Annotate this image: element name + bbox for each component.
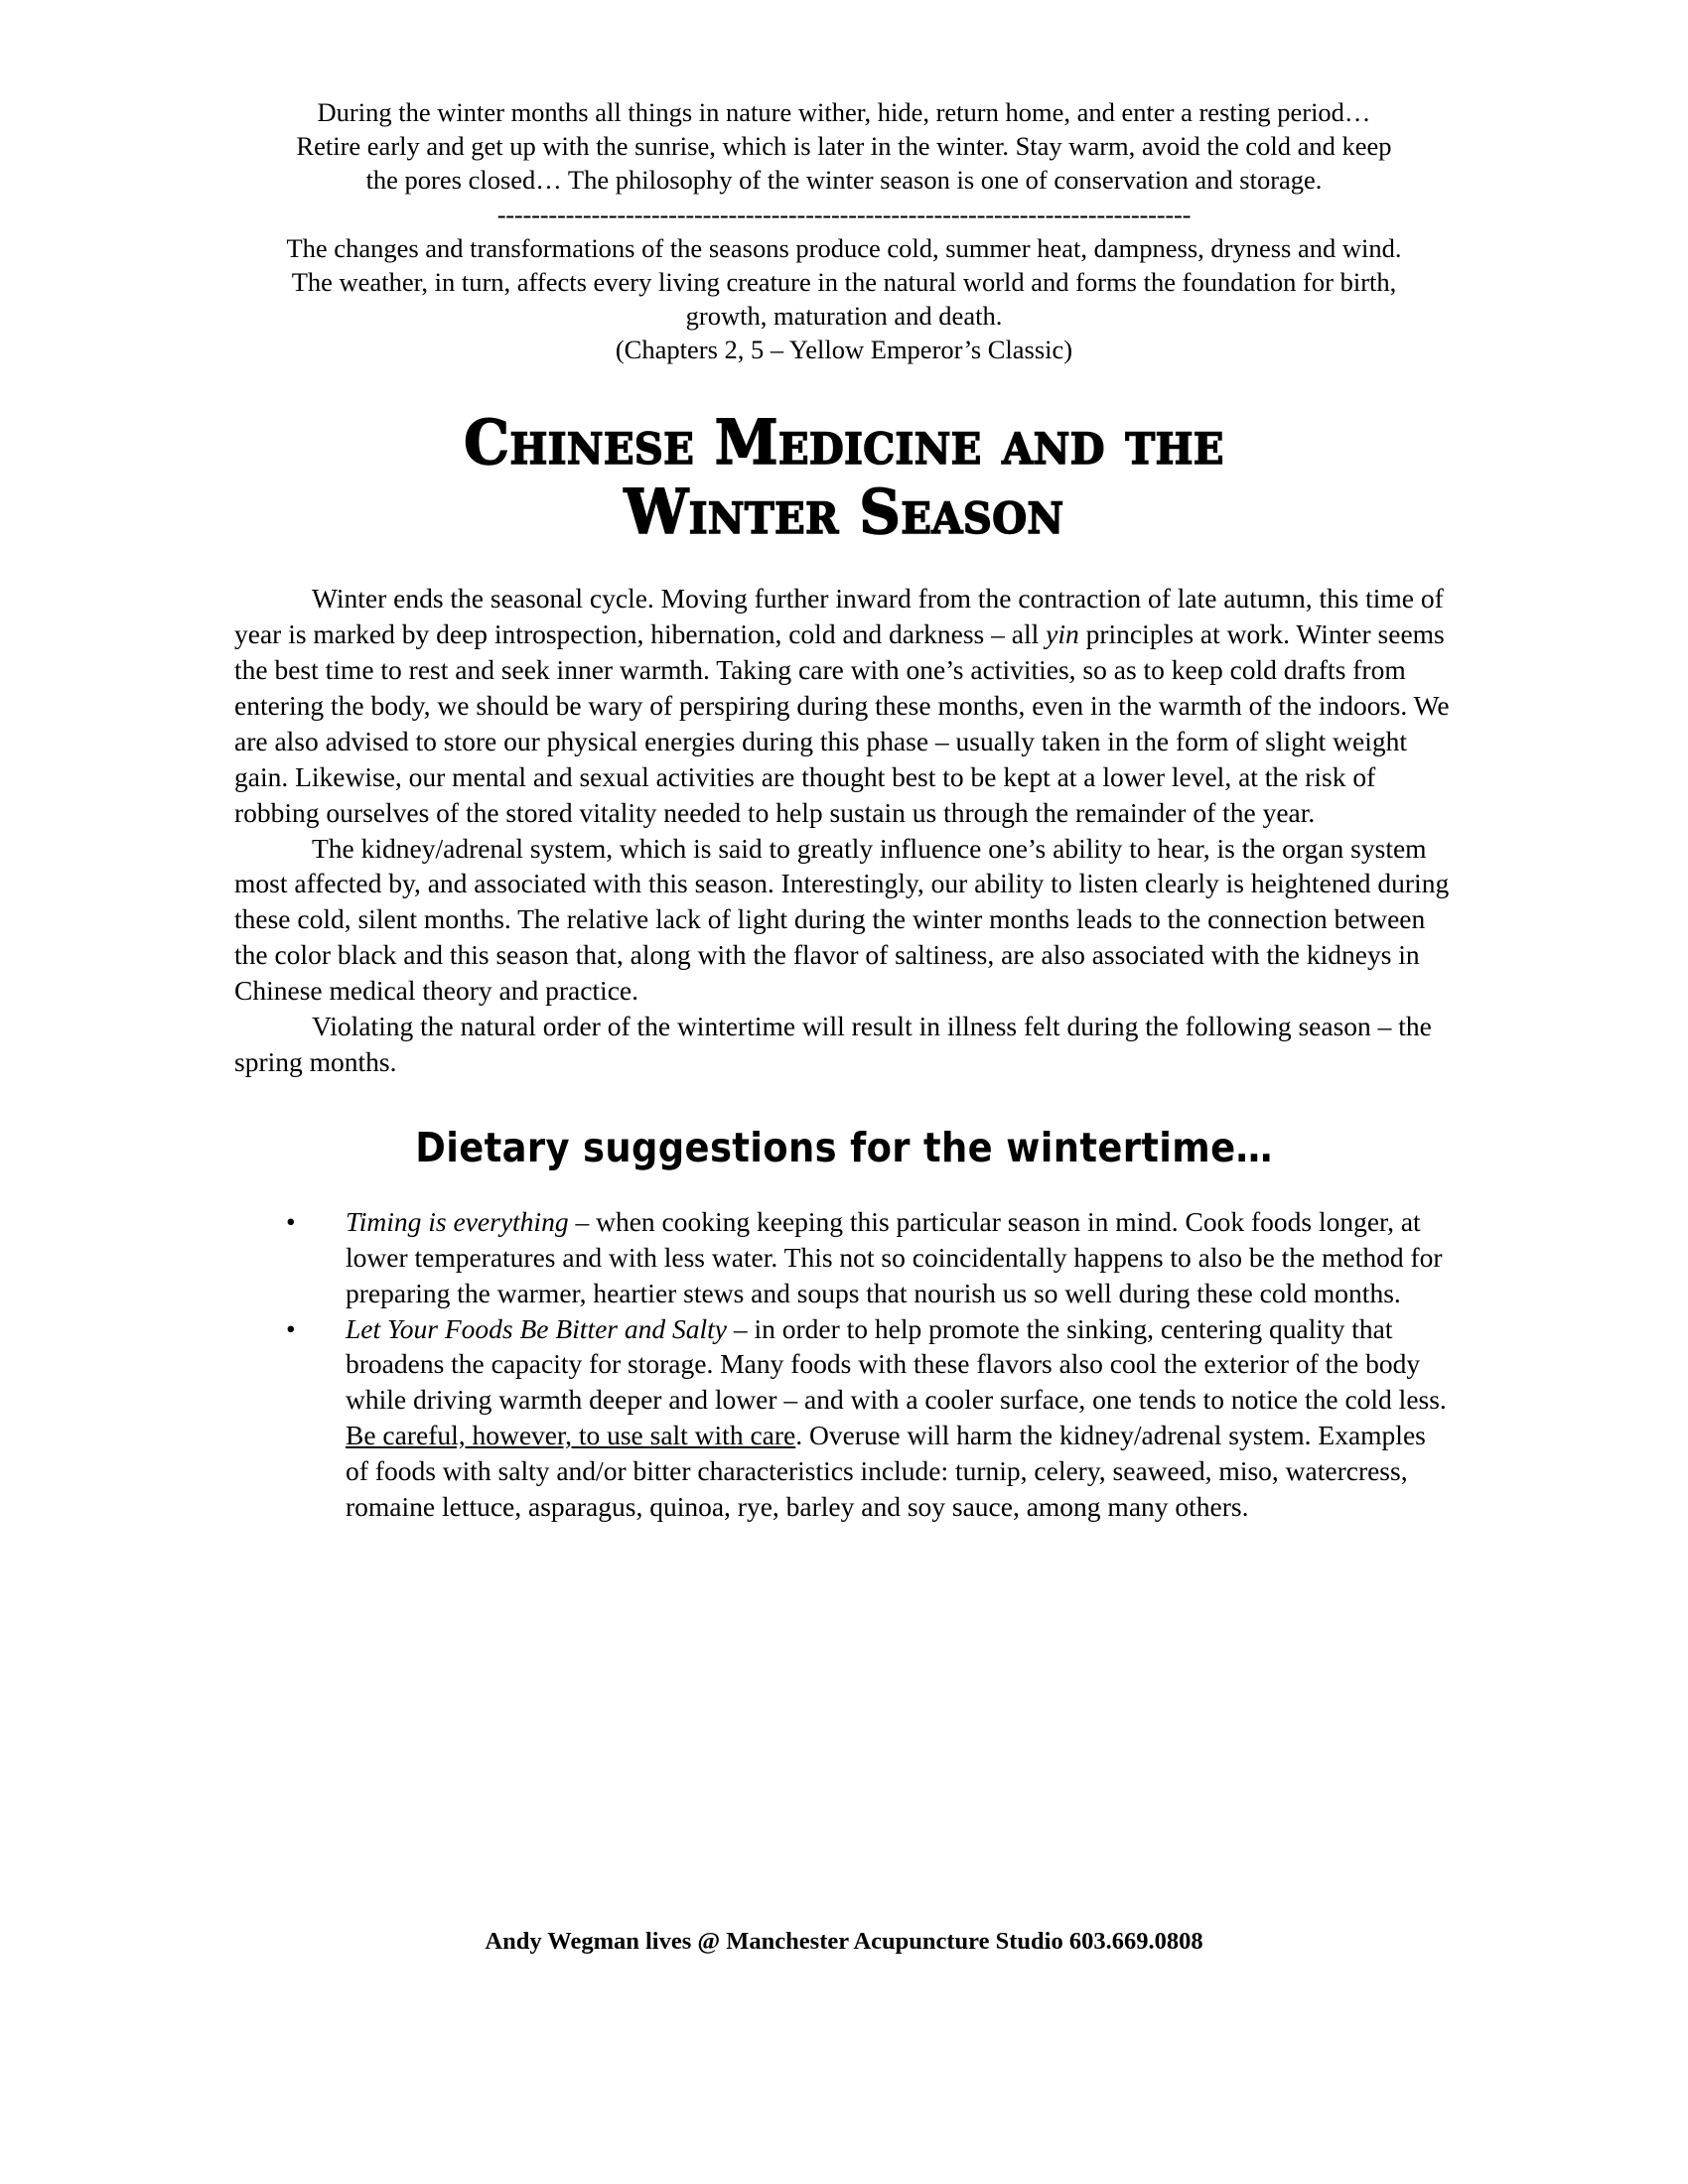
list-item-lead: Timing is everything [346, 1205, 569, 1237]
epigraph-line: Retire early and get up with the sunrise, which is later in the winter. Stay warm, avoid the cold and keep [296, 131, 1392, 162]
paragraph-one-part-a: Winter ends the seasonal cycle. Moving further inward from the contraction of late autumn, this time of year is marked by deep introspection, hibernation, cold and darkness – all [234, 583, 1444, 650]
epigraph-line: The changes and transformations of the seasons produce cold, summer heat, dampness, dryness and wind. [286, 232, 1402, 263]
list-item-text: – when cooking keeping this particular season in mind. Cook foods longer, at lower temperatures and with less water. This not so coincidentally happens to also be the method for preparing the warmer, heartier stews and soups that nourish us so well during these cold months. [346, 1205, 1443, 1308]
epigraph-line: growth, maturation and death. [685, 301, 1003, 332]
dashed-divider: --------------------------------------------------------------------------------- [496, 199, 1192, 229]
dietary-suggestions-list [234, 1204, 1454, 1525]
section-heading: Dietary suggestions for the wintertime… [415, 1123, 1273, 1171]
paragraph-one-italic-term: yin [1046, 618, 1079, 650]
epigraph-line: The weather, in turn, affects every living creature in the natural world and forms the foundation for birth, [291, 266, 1397, 297]
epigraph-line: the pores closed… The philosophy of the winter season is one of conservation and storage. [365, 165, 1323, 196]
epigraph-quote-two [234, 231, 1454, 334]
paragraph-three: Violating the natural order of the wintertime will result in illness felt during the following season – the spring months. [234, 1010, 1432, 1077]
bullet-icon: • [286, 1312, 296, 1344]
footer-contact: Andy Wegman lives @ Manchester Acupuncture Studio 603.669.0808 [485, 1928, 1203, 1955]
paragraph-one-part-b: principles at work. Winter seems the best time to rest and seek inner warmth. Taking care with one’s activities, so as to keep cold drafts from entering the body, we should be wary of perspiring during these months, even in the warmth of the indoors. We are also advised to store our physical energies during this phase – usually taken in the form of slight weight gain. Likewise, our mental and sexual activities are thought best to be kept at a lower level, at the risk of robbing ourselves of the stored vitality needed to help sustain us through the remainder of the year. [234, 618, 1450, 828]
body-copy [234, 581, 1454, 1079]
list-item-lead: Let Your Foods Be Bitter and Salty [346, 1312, 727, 1344]
list-item-text-a: – in order to help promote the sinking, centering quality that broadens the capacity for storage. Many foods with these flavors also cool the exterior of the body while driving warmth deeper and lower – and with a cooler surface, one tends to notice the cold less. [346, 1312, 1447, 1416]
list-item-underlined-text: Be careful, however, to use salt with care [346, 1420, 796, 1451]
page-title-line-1: Chinese Medicine and the [464, 406, 1224, 479]
page-title-line-2: Winter Season [624, 476, 1064, 549]
epigraph-line: During the winter months all things in nature wither, hide, return home, and enter a resting period… [317, 97, 1371, 127]
epigraph-quote-one [234, 95, 1454, 198]
list-item-text-b: . Overuse will harm the kidney/adrenal system. Examples of foods with salty and/or bitter characteristics include: turnip, celery, seaweed, miso, watercress, romaine lettuce, asparagus, quinoa, rye, barley and soy sauce, among many others. [346, 1420, 1426, 1522]
list-item [234, 1204, 1454, 1311]
bullet-icon: • [286, 1205, 296, 1237]
paragraph-two: The kidney/adrenal system, which is said to greatly influence one’s ability to hear, is the organ system most affected by, and associated with this season. Interestingly, our ability to listen clearly is heightened during these cold, silent months. The relative lack of light during the winter months leads to the connection between the color black and this season that, along with the flavor of saltiness, are also associated with the kidneys in Chinese medical theory and practice. [234, 832, 1450, 1007]
epigraph-attribution: (Chapters 2, 5 – Yellow Emperor’s Classic) [615, 335, 1073, 365]
list-item [234, 1311, 1454, 1525]
epigraph [234, 95, 1454, 366]
paragraph-one [234, 581, 1454, 830]
page-title [277, 408, 1411, 547]
